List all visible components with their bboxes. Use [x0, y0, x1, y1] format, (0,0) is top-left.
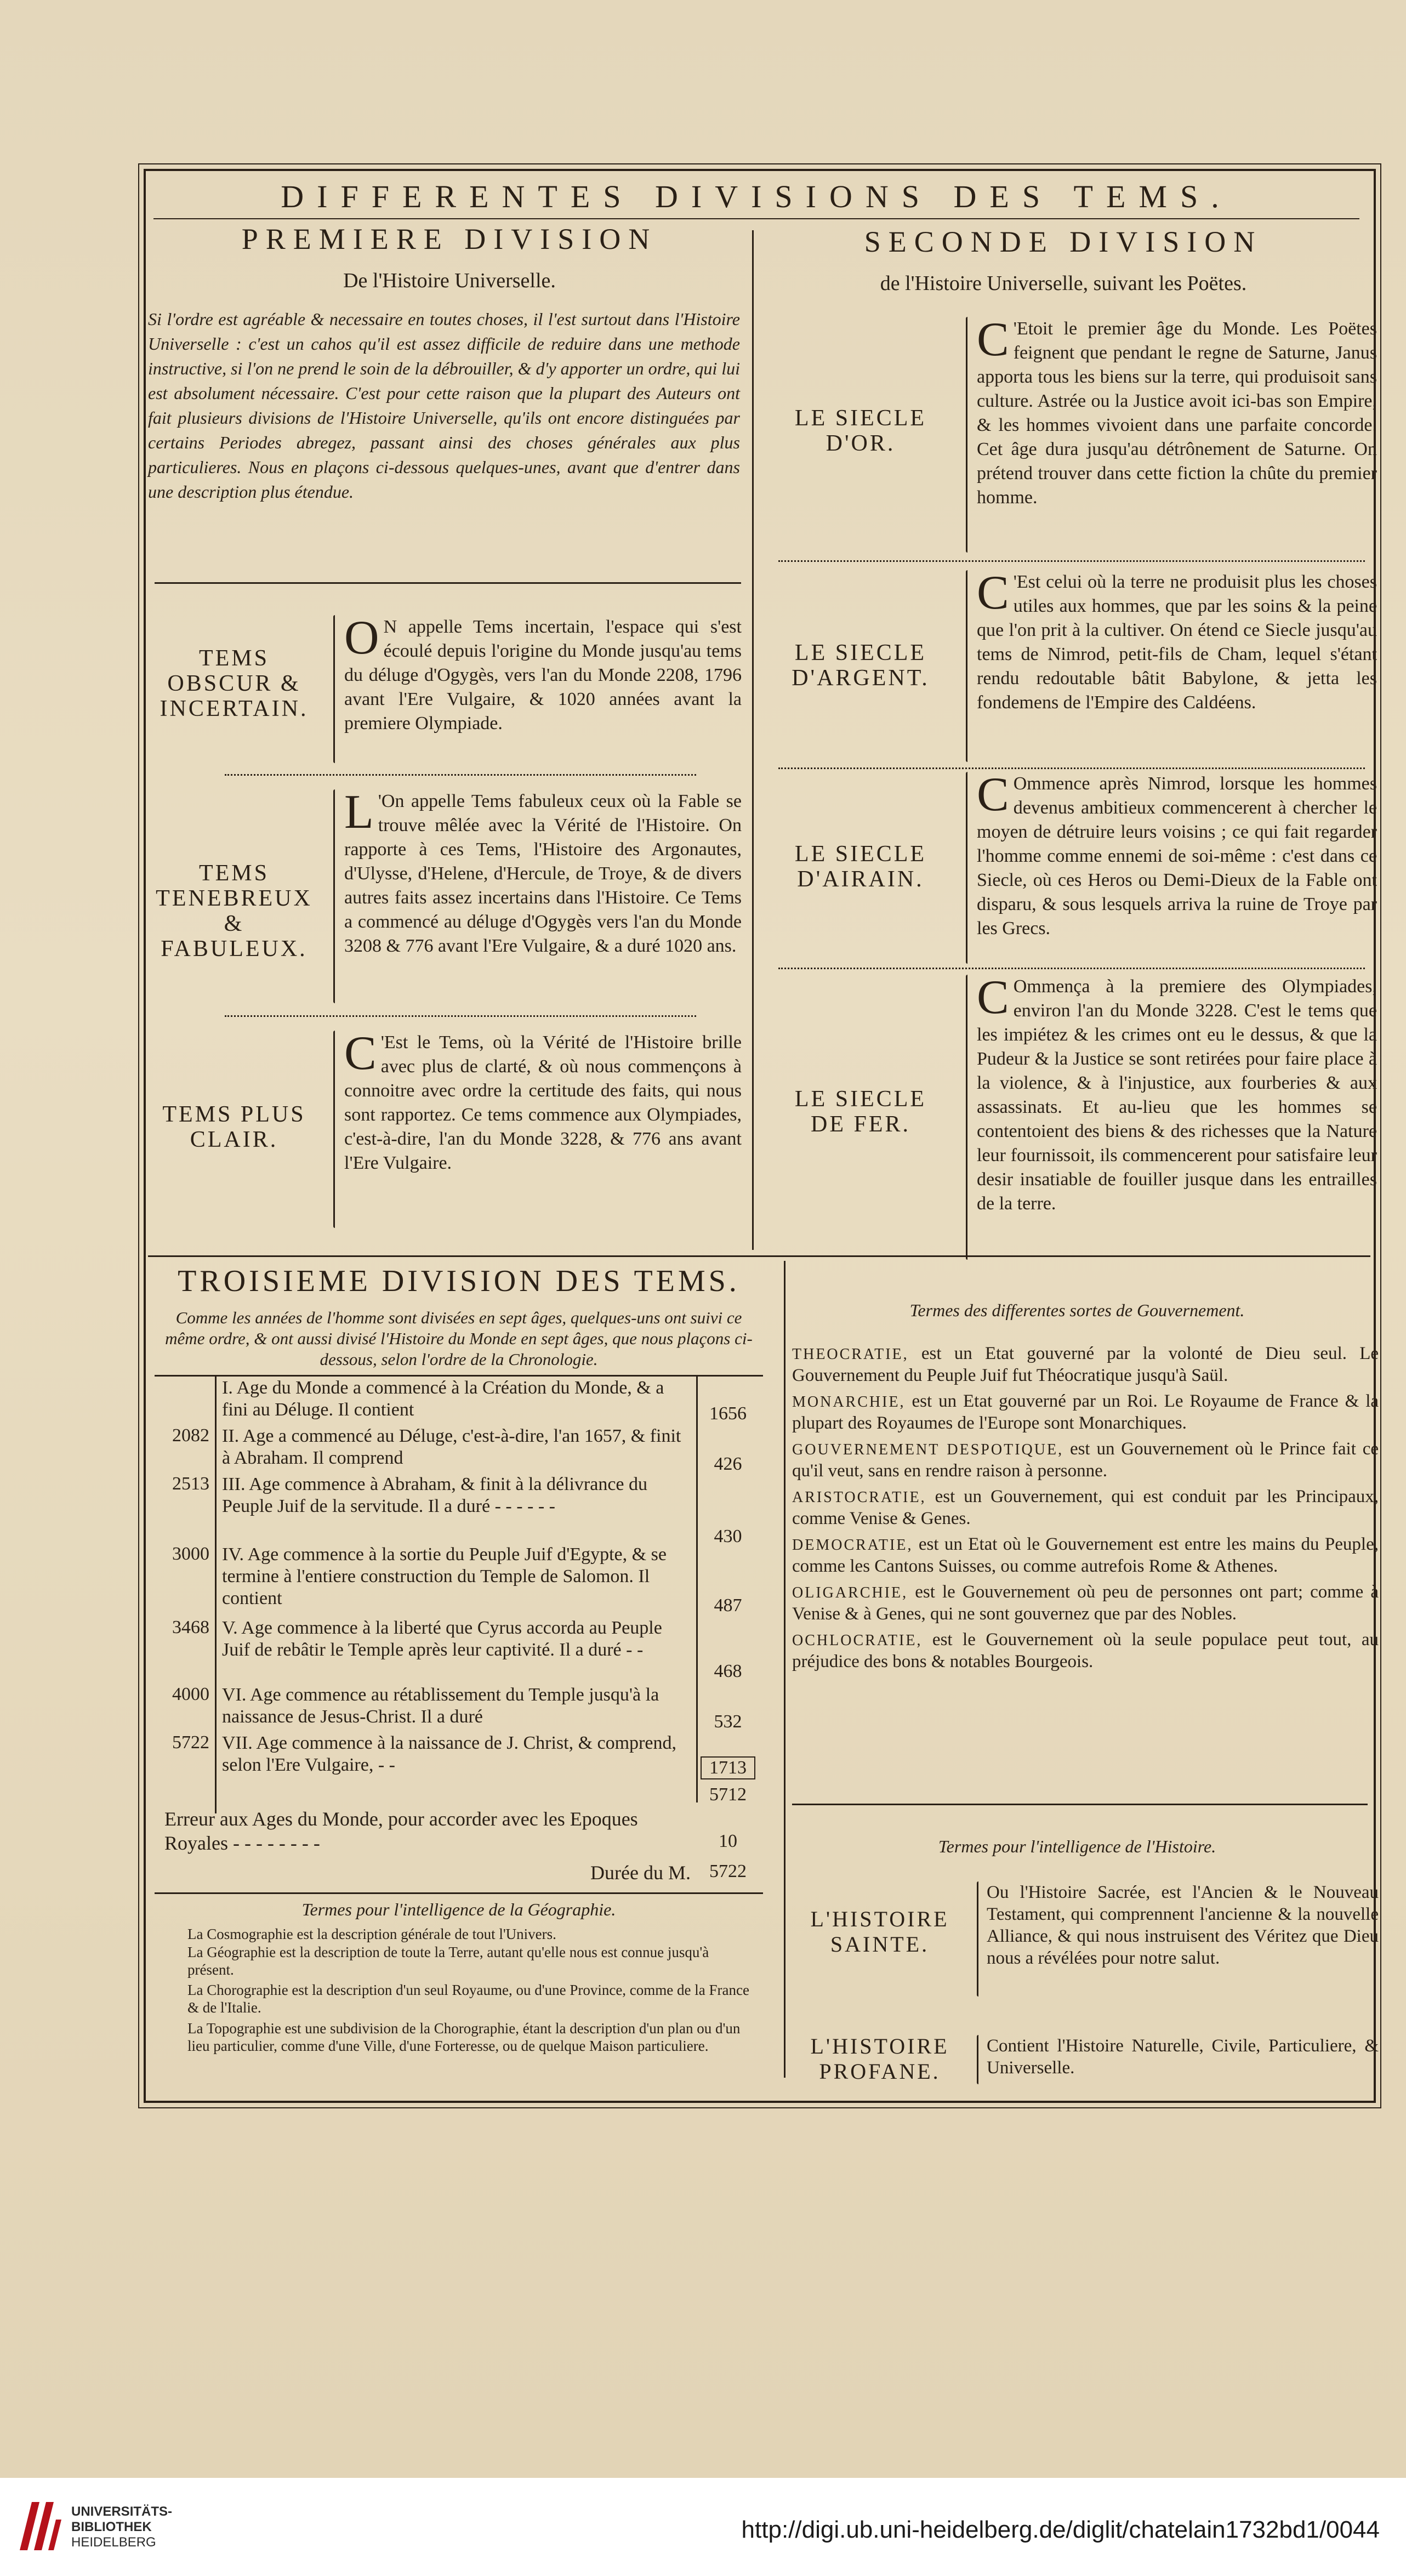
- age-duration: 468: [714, 1661, 742, 1681]
- brace: [966, 570, 967, 762]
- entry-siecle-fer: [977, 971, 1377, 1216]
- government-item: [792, 1486, 1379, 1529]
- government-item: [792, 1534, 1379, 1577]
- university-logo-icon: [15, 2498, 65, 2555]
- entry-text: 'Etoit le premier âge du Monde. Les Poëtes feignent que pendant le regne de Saturne, Janus apporta tous les biens sur la terre, qui produisoit sans culture. Astrée ou la Justice avoit ici-bas son Empire, & les hommes vivoient dans une parfaite concorde. Cet âge dura jusqu'au détrônement de Saturne. On prétend trouver dans cette fiction la chûte du premier homme.: [977, 319, 1377, 508]
- library-name[interactable]: [71, 2504, 172, 2550]
- age-row: IV. Age commence à la sortie du Peuple Juif d'Egypte, & se termine à l'entiere construction du Temple de Salomon. Il contient: [222, 1544, 667, 1608]
- government-term: OCHLOCRATIE,: [792, 1632, 923, 1649]
- first-division-subtitle: De l'Histoire Universelle.: [343, 269, 556, 292]
- brace: [966, 975, 967, 1260]
- age-duration: 426: [714, 1454, 742, 1474]
- total-label: Durée du M.: [590, 1862, 691, 1884]
- entry-label-siecle-argent: LE SIECLE D'ARGENT.: [792, 640, 930, 691]
- drop-initial: C: [977, 971, 1009, 1024]
- brace: [977, 2035, 978, 2084]
- entry-text: Ommença à la premiere des Olympiades, environ l'an du Monde 3228. C'est le tems que les impiétez & les crimes ont eu le dessus, & que la Pudeur & la Justice se sont retirées pour faire place à la violence, & à l'injustice, aux fourberies & aux assassinats. Et au-lieu que les hommes se contentoient des biens & des richesses que la Nature leur fournissoit, ils commencerent pour satisfaire leur desir insatiable de fouiller jusque dans les entrailles de la terre.: [977, 976, 1377, 1214]
- age-table-right-rule: [696, 1375, 698, 1802]
- government-text: est le Gouvernement où la seule populace peut tout, au préjudice des bons & notables Bourgeois.: [792, 1630, 1379, 1671]
- geography-title: Termes pour l'intelligence de la Géographie.: [301, 1900, 616, 1919]
- section-rule: [148, 1255, 1370, 1257]
- dotted-rule: [225, 774, 696, 776]
- entry-label-siecle-or: LE SIECLE D'OR.: [794, 406, 927, 456]
- third-division-title: TROISIEME DIVISION DES TEMS.: [178, 1264, 740, 1298]
- government-term: ARISTOCRATIE,: [792, 1489, 926, 1506]
- age-start-year: 3000: [172, 1544, 209, 1564]
- age-error-text: Erreur aux Ages du Monde, pour accorder avec les Epoques Royales - - - - - - - -: [164, 1808, 638, 1854]
- first-intro-rule: [155, 582, 741, 584]
- brace: [977, 1881, 978, 1997]
- age-row: V. Age commence à la liberté que Cyrus accorda au Peuple Juif de rebâtir le Temple après leur captivité. Il a duré - -: [222, 1618, 662, 1660]
- brace: [966, 772, 967, 964]
- brace: [966, 317, 967, 553]
- library-name-line: HEIDELBERG: [71, 2535, 156, 2550]
- entry-siecle-airain: [977, 768, 1377, 941]
- government-list: [792, 1343, 1379, 1677]
- column-divider-top: [752, 230, 754, 1250]
- history-label-sainte: L'HISTOIRE SAINTE.: [810, 1907, 949, 1957]
- entry-label-tems-plus-clair: TEMS PLUS CLAIR.: [162, 1102, 306, 1152]
- dotted-rule: [778, 560, 1365, 562]
- total-value: 5722: [709, 1861, 747, 1881]
- entry-label-tems-obscur: TEMS OBSCUR & INCERTAIN.: [160, 646, 309, 721]
- age-duration: 532: [714, 1711, 742, 1732]
- entry-siecle-argent: [977, 566, 1377, 715]
- entry-text: 'Est le Tems, où la Vérité de l'Histoire brille avec plus de clarté, & où nous commençons à connoitre avec ordre la certitude des faits, qui nous sont rapportez. Ce tems commence aux Olympiades, c'est-à-dire, l'an du Monde 3228, & 776 ans avant l'Ere Vulgaire.: [344, 1032, 742, 1173]
- history-terms-title: Termes pour l'intelligence de l'Histoire.: [938, 1836, 1216, 1856]
- entry-text: N appelle Tems incertain, l'espace qui s'est écoulé depuis l'origine du Monde jusqu'au tems du déluge d'Ogygès, vers l'an du Monde 2208, 1796 avant l'Ere Vulgaire, & 1020 années avant la premiere Olympiade.: [344, 617, 742, 733]
- government-term: MONARCHIE,: [792, 1394, 906, 1411]
- age-start-year: 2513: [172, 1474, 209, 1494]
- age-duration: 430: [714, 1526, 742, 1546]
- age-start-year: 4000: [172, 1684, 209, 1704]
- entry-siecle-or: [977, 313, 1377, 510]
- second-division-subtitle: de l'Histoire Universelle, suivant les Poëtes.: [880, 272, 1247, 295]
- drop-initial: C: [977, 768, 1009, 821]
- age-start-year: 2082: [172, 1425, 209, 1446]
- geography-line: La Cosmographie est la description générale de tout l'Univers.: [187, 1926, 556, 1942]
- entry-tems-tenebreux: [344, 786, 742, 958]
- government-item: [792, 1343, 1379, 1386]
- age-row: III. Age commence à Abraham, & finit à la délivrance du Peuple Juif de la servitude. Il a duré - - - - - -: [222, 1474, 648, 1516]
- government-term: THEOCRATIE,: [792, 1346, 909, 1363]
- entry-tems-obscur: [344, 611, 742, 736]
- third-intro-rule: [155, 1375, 763, 1377]
- age-start-year: 3468: [172, 1617, 209, 1637]
- drop-initial: L: [344, 786, 374, 839]
- dotted-rule: [778, 767, 1365, 769]
- drop-initial: C: [344, 1027, 377, 1080]
- first-division-title: PREMIERE DIVISION: [241, 223, 658, 255]
- title-rule: [153, 218, 1359, 219]
- government-text: est un Etat gouverné par un Roi. Le Royaume de France & la plupart des Royaumes de l'Europe sont Monarchiques.: [792, 1391, 1379, 1433]
- age-duration: 1713: [701, 1756, 755, 1779]
- entry-text: Ommence après Nimrod, lorsque les hommes devenus ambitieux commencerent à chercher le moyen de détruire leurs voisins ; ce qui fait regarder l'homme comme ennemi de soi-même : c'est dans ce Siecle, où ces Heros ou Demi-Dieux de la Fable ont disparu, & sous lesquels arriva la ruine de Troye par les Grecs.: [977, 774, 1377, 939]
- third-division-intro: Comme les années de l'homme sont divisées en sept âges, quelques-uns ont suivi ce même ordre, & ont aussi divisé l'Histoire du Monde en sept âges, que nous plaçons ci-dessous, selon l'ordre de la Chronologie.: [165, 1308, 753, 1369]
- geography-line: La Géographie est la description de toute la Terre, autant qu'elle nous est connue jusqu'à présent.: [187, 1944, 709, 1978]
- brace: [333, 789, 335, 1003]
- dotted-rule: [225, 1015, 696, 1017]
- government-term: OLIGARCHIE,: [792, 1584, 908, 1601]
- column-divider-bottom: [784, 1261, 785, 2078]
- government-text: est un Etat gouverné par la volonté de Dieu seul. Le Gouvernement du Peuple Juif fut Théocratique jusqu'à Saül.: [792, 1344, 1379, 1385]
- age-start-year: 5722: [172, 1732, 209, 1753]
- entry-label-siecle-fer: LE SIECLE DE FER.: [794, 1087, 927, 1137]
- drop-initial: O: [344, 611, 379, 664]
- second-division-title: SECONDE DIVISION: [864, 225, 1263, 258]
- government-text: est un Etat où le Gouvernement est entre les mains du Peuple, comme les Cantons Suisses, ou comme autrefois Rome & Athenes.: [792, 1534, 1379, 1576]
- main-title: DIFFERENTES DIVISIONS DES TEMS.: [281, 179, 1232, 214]
- age-row: II. Age a commencé au Déluge, c'est-à-dire, l'an 1657, & finit à Abraham. Il comprend: [222, 1426, 681, 1468]
- age-row: I. Age du Monde a commencé à la Création du Monde, & a fini au Déluge. Il contient: [222, 1378, 664, 1420]
- history-text-sainte: Ou l'Histoire Sacrée, est l'Ancien & le Nouveau Testament, qui comprennent l'ancienne & la nouvelle Alliance, & qui nous instruisent des Véritez que Dieu nous a révélées pour notre salut.: [987, 1883, 1379, 1968]
- government-item: [792, 1629, 1379, 1673]
- dotted-rule: [778, 968, 1365, 969]
- geography-line: La Topographie est une subdivision de la Chorographie, étant la description d'un plan ou d'un lieu particulier, comme d'une Ville, d'une Forteresse, ou de quelque Maison particuliere.: [187, 2020, 741, 2054]
- age-duration: 487: [714, 1595, 742, 1616]
- government-text: est un Gouvernement où le Prince fait ce qu'il veut, sans en rendre raison à personne.: [792, 1439, 1379, 1481]
- entry-label-siecle-airain: LE SIECLE D'AIRAIN.: [794, 841, 927, 892]
- age-row: VI. Age commence au rétablissement du Temple jusqu'à la naissance de Jesus-Christ. Il a duré: [222, 1685, 659, 1727]
- government-bottom-rule: [792, 1804, 1368, 1805]
- geography-line: La Chorographie est la description d'un seul Royaume, ou d'une Province, comme de la France & de l'Italie.: [187, 1982, 749, 2016]
- government-term: DEMOCRATIE,: [792, 1537, 913, 1554]
- age-error-value: 10: [719, 1831, 737, 1851]
- brace: [333, 615, 335, 763]
- entry-tems-plus-clair: [344, 1027, 742, 1175]
- age-row: VII. Age commence à la naissance de J. Christ, & comprend, selon l'Ere Vulgaire, - -: [222, 1733, 676, 1775]
- entry-label-tems-tenebreux: TEMS TENEBREUX & FABULEUX.: [156, 861, 312, 962]
- first-division-intro: Si l'ordre est agréable & necessaire en toutes choses, il l'est surtout dans l'Histoire Universelle : c'est un cahos qu'il est assez difficile de reduire dans une methode instructive, si l'on ne prend le soin de la débrouiller, & d'y apporter un ordre, qui lui est absolument nécessaire. C'est pour cette raison que la plupart des Auteurs ont fait plusieurs divisions de l'Histoire Universelle, qu'ils ont encore distinguées par certains Periodes abregez, passant ainsi des choses générales aux plus particulieres. Nous en plaçons ci-dessous quelques-unes, avant que d'entrer dans une description plus étendue.: [148, 309, 740, 502]
- brace: [333, 1031, 335, 1228]
- library-name-line: UNIVERSITÄTS-: [71, 2504, 173, 2519]
- entry-text: 'On appelle Tems fabuleux ceux où la Fable se trouve mêlée avec la Vérité de l'Histoire. On rapporte à ces Tems, l'Histoire des Argonautes, d'Ulysse, d'Helene, d'Hercule, de Troye, & de divers autres faits assez incertains dans l'Histoire. Ce Tems a commencé au déluge d'Ogygès vers l'an du Monde 3208 & 776 avant l'Ere Vulgaire, & a duré 1020 ans.: [344, 791, 742, 956]
- drop-initial: C: [977, 313, 1009, 366]
- government-title: Termes des differentes sortes de Gouvernement.: [909, 1300, 1245, 1320]
- age-duration: 1656: [709, 1403, 747, 1424]
- age-table-bottom-rule: [155, 1892, 763, 1894]
- government-item: [792, 1582, 1379, 1625]
- drop-initial: C: [977, 566, 1009, 619]
- age-subtotal: 5712: [709, 1784, 747, 1805]
- government-text: est un Gouvernement, qui est conduit par les Principaux, comme Venise & Genes.: [792, 1487, 1379, 1528]
- government-item: [792, 1391, 1379, 1434]
- government-text: est le Gouvernement où peu de personnes ont part; comme à Venise & à Genes, qui ne sont gouvernez que par des Nobles.: [792, 1582, 1379, 1624]
- permalink-url[interactable]: http://digi.ub.uni-heidelberg.de/diglit/chatelain1732bd1/0044: [741, 2516, 1380, 2543]
- entry-text: 'Est celui où la terre ne produisit plus les choses utiles aux hommes, que par les soins & la peine que l'on prit à la cultiver. On étend ce Siecle jusqu'au tems de Nimrod, petit-fils de Cham, lequel s'étant rendu redoutable bâtit Babylone, & jetta les fondemens de l'Empire des Caldéens.: [977, 572, 1377, 713]
- library-name-line: BIBLIOTHEK: [71, 2520, 152, 2534]
- government-item: [792, 1438, 1379, 1482]
- history-label-profane: L'HISTOIRE PROFANE.: [810, 2034, 949, 2084]
- age-table-left-rule: [215, 1375, 217, 1813]
- government-term: GOUVERNEMENT DESPOTIQUE,: [792, 1441, 1064, 1458]
- history-text-profane: Contient l'Histoire Naturelle, Civile, Particuliere, & Universelle.: [987, 2036, 1379, 2078]
